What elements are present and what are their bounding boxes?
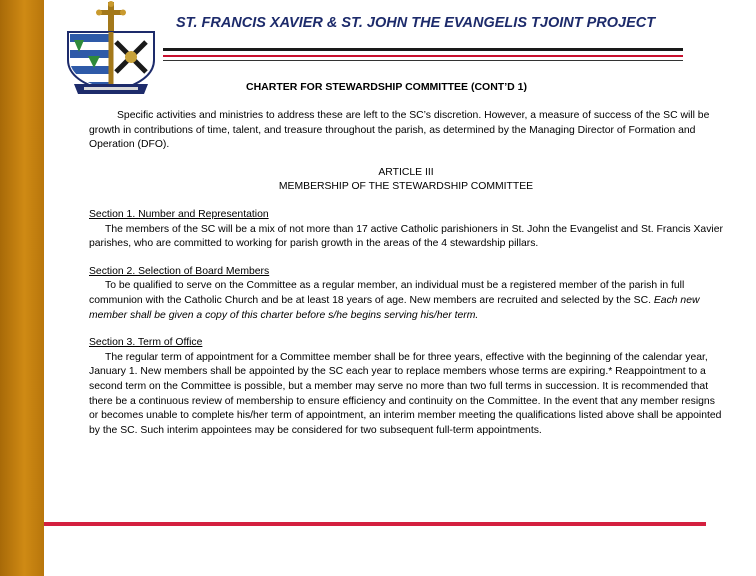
footer-rule-red — [44, 522, 706, 526]
section-body: The regular term of appointment for a Committee member shall be for three years, effective with the beginning of the calendar year, January 1. New members shall be appointed by the SC each year to replace members whose terms are expiring.* Reappointment to a second term on the Committee is possible, but a member may serve no more than two full terms in succession. It is recommended that there be a continuous review of membership to ensure efficiency and continuity on the Committee. In the event that any member resigns or becomes unable to complete his/her term of appointment, an interim member meeting the qualifications listed above shall be appointed by the SC. Such interim appointees may be considered for two subsequent full-term appointments. — [89, 351, 722, 436]
left-sidebar-bar — [0, 0, 44, 576]
section-3 — [89, 336, 723, 438]
article-number: ARTICLE III — [378, 166, 434, 178]
header-rule-black — [163, 48, 683, 51]
charter-subtitle: CHARTER FOR STEWARDSHIP COMMITTEE (CONT’D 1) — [246, 81, 527, 93]
project-title: ST. FRANCIS XAVIER & ST. JOHN THE EVANGELIS TJOINT PROJECT — [176, 15, 656, 31]
section-body — [89, 279, 723, 323]
article-title: MEMBERSHIP OF THE STEWARDSHIP COMMITTEE — [278, 181, 534, 193]
section-title: Section 2. Selection of Board Members — [89, 265, 270, 277]
section-1 — [89, 208, 723, 252]
section-title: Section 1. Number and Representation — [89, 208, 269, 220]
section-body-italic: Each new member shall be given a copy of this charter before s/he begins serving his/her term. — [89, 294, 700, 321]
section-body: The members of the SC will be a mix of not more than 17 active Catholic parishioners in St. John the Evangelist and St. Francis Xavier parishes, who are committed to working for parish growth in the areas of the 4 stewardship pillars. — [89, 223, 723, 250]
header-rule-thin — [163, 60, 683, 61]
section-title: Section 3. Term of Office — [89, 337, 203, 349]
parish-crest-logo — [60, 0, 162, 100]
section-2 — [89, 265, 723, 323]
header-rule-red — [163, 55, 683, 57]
charter-body — [89, 109, 723, 451]
article-heading — [89, 166, 723, 195]
intro-paragraph: Specific activities and ministries to address these are left to the SC’s discretion. However, a measure of success of the SC will be growth in contributions of time, talent, and treasure throughout the parish, as determined by the Managing Director of Formation and Operation (DFO). — [89, 110, 710, 151]
section-body-text: To be qualified to serve on the Committee as a regular member, an individual must be a registered member of the parish in full communion with the Catholic Church and be at least 18 years of age. New members are recruited and selected by the SC. — [89, 280, 685, 306]
